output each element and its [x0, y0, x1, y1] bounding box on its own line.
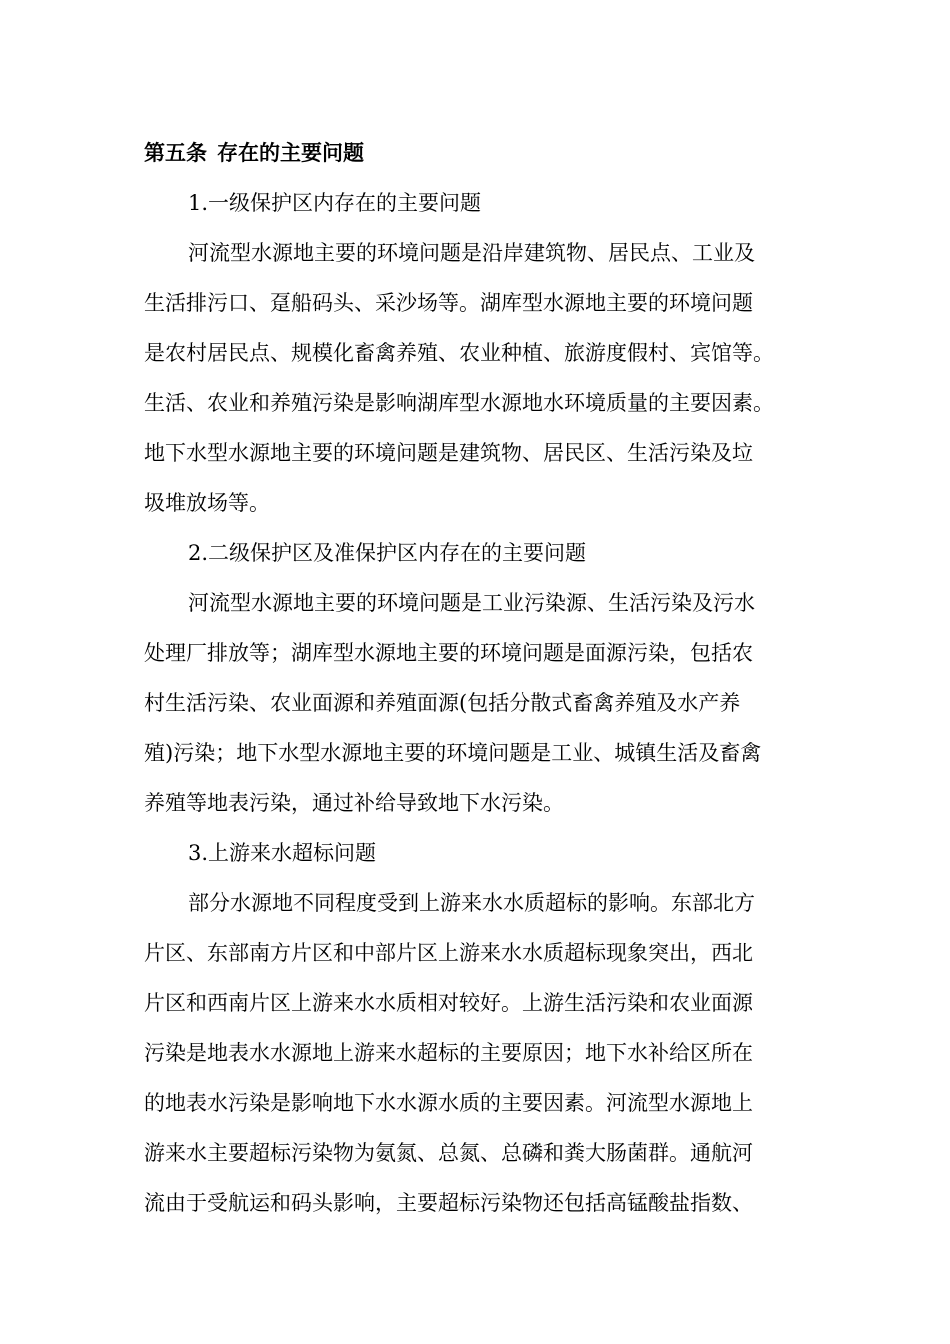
section-1-line-3: 是农村居民点、规模化畜禽养殖、农业种植、旅游度假村、宾馆等。 — [144, 341, 774, 365]
section-2-line-5: 养殖等地表污染，通过补给导致地下水污染。 — [144, 791, 564, 815]
article-number: 第五条 — [144, 140, 207, 165]
article-heading — [144, 128, 810, 178]
section-2-line-1: 河流型水源地主要的环境问题是工业污染源、生活污染及污水 — [188, 591, 755, 615]
section-3-line-7: 流由于受航运和码头影响，主要超标污染物还包括高锰酸盐指数、 — [144, 1191, 753, 1215]
section-3-subheading: 3.上游来水超标问题 — [188, 841, 377, 865]
section-3-line-1: 部分水源地不同程度受到上游来水水质超标的影响。东部北方 — [188, 891, 755, 915]
section-3-line-5: 的地表水污染是影响地下水水源水质的主要因素。河流型水源地上 — [144, 1091, 753, 1115]
section-3-line-6: 游来水主要超标污染物为氨氮、总氮、总磷和粪大肠菌群。通航河 — [144, 1141, 753, 1165]
article-title: 存在的主要问题 — [217, 140, 364, 165]
section-1-line-2: 生活排污口、趸船码头、采沙场等。湖库型水源地主要的环境问题 — [144, 291, 753, 315]
section-3-line-2: 片区、东部南方片区和中部片区上游来水水质超标现象突出，西北 — [144, 941, 753, 965]
document-body — [144, 128, 810, 1228]
section-2-subheading: 2.二级保护区及准保护区内存在的主要问题 — [188, 541, 587, 565]
section-1-line-6: 圾堆放场等。 — [144, 491, 270, 515]
section-1-line-1: 河流型水源地主要的环境问题是沿岸建筑物、居民点、工业及 — [188, 241, 755, 265]
section-1-line-5: 地下水型水源地主要的环境问题是建筑物、居民区、生活污染及垃 — [144, 441, 753, 465]
section-2-line-2: 处理厂排放等；湖库型水源地主要的环境问题是面源污染，包括农 — [144, 641, 753, 665]
section-1-line-4: 生活、农业和养殖污染是影响湖库型水源地水环境质量的主要因素。 — [144, 391, 774, 415]
section-2-line-3: 村生活污染、农业面源和养殖面源(包括分散式畜禽养殖及水产养 — [144, 691, 741, 715]
section-3-line-4: 污染是地表水水源地上游来水超标的主要原因；地下水补给区所在 — [144, 1041, 753, 1065]
section-1-subheading: 1.一级保护区内存在的主要问题 — [188, 191, 482, 215]
section-2-line-4: 殖)污染；地下水型水源地主要的环境问题是工业、城镇生活及畜禽 — [144, 741, 762, 765]
section-3-line-3: 片区和西南片区上游来水水质相对较好。上游生活污染和农业面源 — [144, 991, 753, 1015]
